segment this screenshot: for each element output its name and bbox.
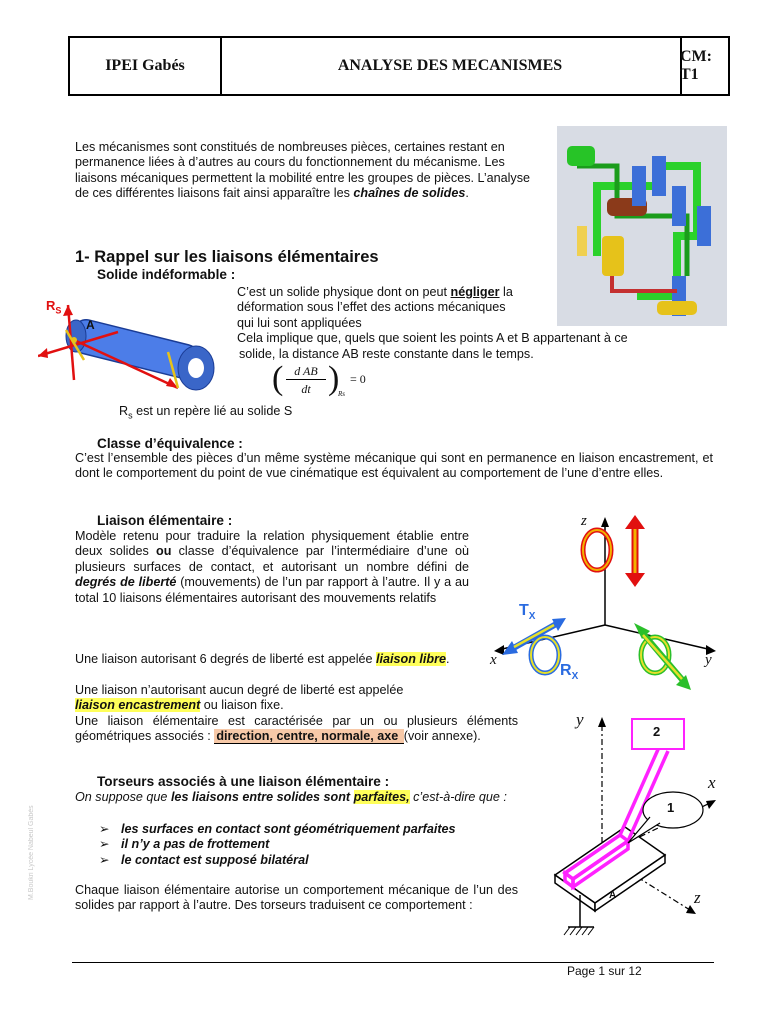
watermark: M.Boukri Lycée Nabeul Gabès [28, 805, 35, 900]
callout-1: 1 [667, 800, 675, 815]
derivative-formula: ( d AB dt ) Rs = 0 [272, 360, 366, 398]
encastrement-text: Une liaison n’autorisant aucun degré de liberté est appelée liaison encastrement ou liaison fixe. [75, 683, 404, 713]
libre-text: Une liaison autorisant 6 degrés de liberté est appelée liaison libre. [75, 652, 450, 666]
course-code: CM: T1 [680, 48, 712, 83]
axis-label-x: x [490, 652, 497, 668]
label-tx: $T_X$ [519, 602, 536, 623]
torseurs-bullets [93, 822, 513, 868]
label-rx: $R_X$ [560, 662, 579, 683]
contact-point-a: A [609, 890, 617, 901]
torseurs-text: On suppose que les liaisons entre solides sont parfaites, c’est-à-dire que : [75, 790, 507, 804]
list-item: ➢ il n’y a pas de frottement [93, 837, 513, 852]
footer-rule [72, 962, 714, 963]
solid-figure [38, 290, 228, 400]
contact-axis-z: z [694, 888, 701, 907]
axes-figure [480, 505, 730, 700]
axis-label-y: y [705, 652, 712, 668]
list-item: ➢ les surfaces en contact sont géométriquement parfaites [93, 822, 513, 837]
elements-text: Une liaison élémentaire est caractérisée par un ou plusieurs éléments géométriques associés : direction, centre, normale, axe (voir annexe). [75, 714, 518, 744]
callout-2: 2 [653, 724, 661, 739]
axis-label-z: z [581, 513, 587, 529]
fig-label-a: A [86, 318, 95, 332]
list-item: ➢ le contact est supposé bilatéral [93, 853, 513, 868]
liaison-title: Liaison élémentaire : [97, 513, 233, 528]
solid-caption: $R_s$ est un repère lié au solide S [119, 404, 293, 421]
contact-axis-y: y [576, 710, 584, 729]
section-1-title: 1- Rappel sur les liaisons élémentaires [75, 248, 379, 266]
contact-figure [520, 705, 750, 955]
contact-axis-x: x [708, 773, 716, 792]
classe-text: C’est l’ensemble des pièces d’un même système mécanique qui sont en permanence en liaison encastrement, et dont le comportement du point de vue cinématique est équivalent au comportement de l’une d’entre elles. [75, 451, 713, 481]
intro-paragraph: Les mécanismes sont constitués de nombreuses pièces, certaines restant en permanence liées à d’autres au cours du fonctionnement du mécanisme. Les liaisons mécaniques permettent la mobilité entre les groupes de pièces. L’analyse de ces différentes liaisons fait ainsi apparaître les chaînes de solides. [75, 140, 531, 201]
solide-text: C’est un solide physique dont on peut négliger la déformation sous l’effet des actions mécaniques qui lui sont appliquées Cela implique que, quels que soient les points A et B appartenant à ce solide, la distance AB reste constante dans le temps. [237, 285, 628, 361]
torseurs-title: Torseurs associés à une liaison élémentaire : [97, 774, 390, 789]
fig-label-rs: $R_S$ [46, 298, 62, 316]
liaison-text: Modèle retenu pour traduire la relation physiquement établie entre deux solides ou classe d’équivalence par l’intermédiaire d’une où plusieurs surfaces de contact, et autorisant un nombre défini de degrés de liberté (mouvements) de l’un par rapport à l’autre. Il y a au total 10 liaisons élémentaires autorisant des mouvements relatifs [75, 529, 469, 605]
header-table [68, 36, 730, 96]
solide-title: Solide indéformable : [97, 267, 236, 282]
classe-title: Classe d’équivalence : [97, 436, 243, 451]
chaque-text: Chaque liaison élémentaire autorise un comportement mécanique de l’un des solides par rapport à l’autre. Des torseurs traduisent ce comportement : [75, 883, 518, 913]
school-name: IPEI Gabés [70, 38, 222, 94]
page-number: Page 1 sur 12 [567, 964, 642, 978]
document-title: ANALYSE DES MECANISMES [220, 38, 682, 94]
